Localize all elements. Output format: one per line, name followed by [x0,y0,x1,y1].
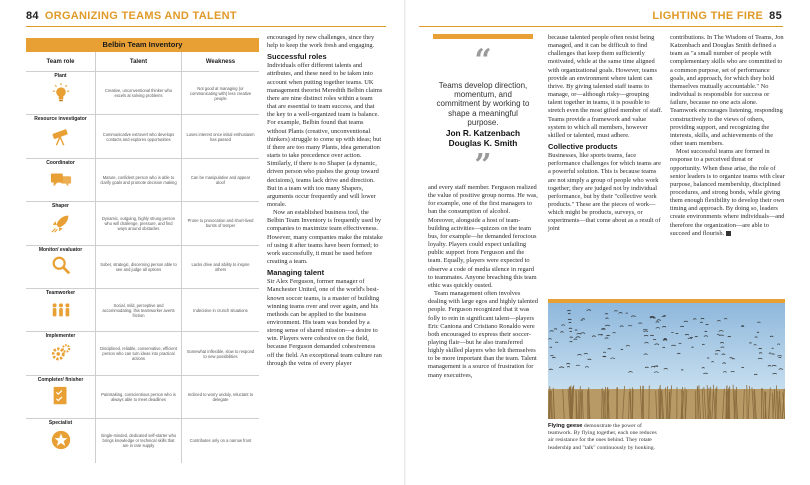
header-rule-left [26,26,386,27]
body-paragraph: Team management often involves dealing with large egos and highly talented people. Ferguson recognized that it was folly to rein in significant talent—players Eric Cantona and Cristiano Ronaldo were both encouraged to express their soccer-playing flair—but he also transferred highly skilled players who felt themselves to be more important than the team. Talent management is a source of frustration for many executives, [428,290,538,379]
body-paragraph: encouraged by new challenges, since they help to keep the work fresh and engaging. [267,34,375,50]
body-paragraph: Businesses, like sports teams, face performance challenges for which teams are a powerful solution. This is because teams are not simply a group of people who work together; they are judged not by individual performance, but by their "collective work products." These are the pieces of work—which might be products, surveys, or experiments—that come about as a result of joint [548,152,662,233]
photo-caption [548,423,660,452]
body-paragraph: Now an established business tool, the Belbin Team Inventory is frequently used by companies to maximize team effectiveness. However, many companies make the mistake of using it after teams have been formed; to work successfully, it must be used before creating a team. [267,209,383,266]
running-header-right [652,10,782,22]
body-paragraph: Sir Alex Ferguson, former manager of Manchester United, one of the world's best-known soccer teams, is a master of building winning teams over and over again, and his methods can be applied to the business environment. His team was bonded by a strong sense of shared mission—a desire to win. Players were cohesive on the field, because Ferguson demanded cohesiveness off the field. An exceptional team culture ran through the veins of every player [267,278,382,367]
role-name: Teamworker [45,289,76,296]
role-name: Completer/ finisher [37,376,84,383]
left-text-column [267,34,383,368]
weakness-cell: Prone to provocation and short-lived bursts of temper [187,218,254,229]
table-row [26,332,259,375]
flying-geese-photo [548,299,785,419]
talent-cell: Dynamic, outgoing, highly strung person who will challenge, pressure, and find ways around obstacles [96,202,182,244]
section-heading: Managing talent [267,268,325,278]
header-talent: Talent [96,52,182,71]
body-paragraph: and every staff member. Ferguson realized the value of positive group norms. He was, for example, one of the first managers to ban the consumption of alcohol. Moreover, alongside a host of team-building activities—quizzes on the team bus, for example—he demanded ferocious loyalty. Players could expect unfailing public support from Ferguson and the team. Equally, players were expected to observe a code of media silence in regard to teammates. Anyone breaching this team ethic was quickly ousted. [428,184,538,289]
lightbulb-icon [50,82,72,104]
weakness-cell: Loses interest once initial enthusiasm has passed [186,131,255,142]
table-row [26,419,259,462]
table-row [26,202,259,245]
role-name: Implementer [45,333,76,340]
body-paragraph: because talented people often resist being managed, and it can be difficult to find challenges that keep them sufficiently motivated, while at the same time aligned with organizational goals. However, teams provide an environment where talent can thrive. By giving talented staff teams to manage, or—although risky—grouping talent together in teams, it is possible to stretch even the most gifted member of staff. Teams provide a framework and value system to which all members, however skilled or talented, must adhere. [548,34,663,139]
talent-cell: Single-minded, dedicated self-starter who brings knowledge or technical skills that are in rare supply [96,419,182,462]
right-page [405,0,810,485]
checklist-icon [50,385,72,407]
role-name: Shaper [52,203,69,210]
weakness-cell: Can be manipulative and appear aloof [190,174,251,185]
geese-image [548,303,785,419]
page-number-left: 84 [26,10,39,22]
talent-cell: Sober, strategic, discerning person able to see and judge all options [96,246,182,288]
table-title: Belbin Team Inventory [26,38,259,52]
table-row [26,159,259,202]
weakness-cell: Not good at managing (or communicating with) less creative people [189,85,252,101]
role-name: Monitor/ evaluator [38,246,83,253]
header-rule-right [419,26,783,27]
chapter-title-right: LIGHTING THE FIRE [652,10,764,22]
talent-cell: Disciplined, reliable, conservative, efficient person who can turn ideas into practical actions [96,332,182,374]
weakness-cell: Inclined to worry unduly, reluctant to delegate [187,391,254,402]
quote-author: Jon R. Katzenbach [445,128,521,139]
header-role: Team role [26,52,96,71]
running-header-left [26,10,237,22]
table-row [26,246,259,289]
table-row [26,72,259,115]
telescope-icon [50,125,72,147]
star-badge-icon [50,429,72,451]
pull-quote [433,34,533,184]
reed-stalk [581,390,582,419]
close-quote-mark: ” [474,148,492,184]
talent-cell: Creative, unconventional thinker who excels at solving problems [96,72,182,114]
role-name: Specialist [48,420,73,427]
table-row [26,376,259,419]
weakness-cell: Somewhat inflexible, slow to respond to new possibilities [186,348,255,359]
weakness-cell: Lacks drive and ability to inspire others [191,261,250,272]
quote-author: Douglas K. Smith [448,137,518,148]
belbin-table [26,38,259,470]
talent-cell: Mature, confident person who is able to clarify goals and promote decision making [96,159,182,201]
role-name: Resource investigator [34,116,87,123]
body-paragraph: contributions. In The Wisdom of Teams, Jon Katzenbach and Douglas Smith defined a team as "a small number of people with complementary skills who are committed to a common purpose, set of performance goals, and approach, for which they hold themselves mutually accountable." No individual is responsible for success or failure, because no one acts alone. Teamwork encourages listening, responding constructively to the views of others, providing support, and recognizing the interests, skills, and achievements of the other team members. [670,34,784,148]
end-mark [726,231,731,236]
caption-lead: Flying geese [548,423,583,429]
role-name: Coordinator [46,159,75,166]
rocket-icon [50,212,72,234]
open-quote-mark: “ [474,43,492,78]
speech-bubble-icon [50,168,72,190]
cogs-icon [50,342,72,364]
section-heading: Successful roles [267,52,327,62]
quote-accent-bar [433,34,533,39]
people-icon [50,299,72,321]
table-row [26,115,259,158]
magnifier-icon [50,255,72,277]
body-paragraph: Individuals offer different talents and attributes, and these need to be taken into account when putting together teams. UK management theorist Meredith Belbin claims there are nine distinct roles within a team that are essential to team success, and that the key to a well-organized team is balance. For example, Belbin found that teams without Plants (creative, unconventional thinkers) struggle to come up with ideas; but if there are too many Plants, idea generation starts to take precedence over action. Similarly, if there is no Shaper (a dynamic, driven person who pushes the group toward decisions), teams lack drive and direction. But in a team with too many Shapers, arguments occur frequently and will lower morale. [267,62,383,208]
table-row [26,289,259,332]
table-header-row [26,52,259,72]
body-paragraph: Most successful teams are formed in response to a perceived threat or opportunity. When these arise, the role of senior leaders is to organize teams with clear purpose, balanced membership, disciplined procedures, and strong bonds, while giving them enough flexibility to develop their own timing and approach. By doing so, leaders create environments where individuals—and therefore the organization—are able to succeed and flourish. [670,148,785,237]
talent-cell: Painstaking, conscientious person who is always able to meet deadlines [96,376,182,418]
chapter-title-left: ORGANIZING TEAMS AND TALENT [44,10,237,22]
caption-text: demonstrate the power of teamwork. By flying together, each one reduces air resistance for the ones behind. They rotate leadership and "talk" continuously by honking. [548,423,657,451]
reed-stalk [603,391,604,419]
header-weakness: Weakness [205,59,236,65]
section-heading: Collective products [548,142,618,152]
weakness-cell: Indecisive in crunch situations [193,307,248,313]
right-text-column-3 [670,34,785,238]
right-text-column-2 [548,34,663,234]
role-name: Plant [54,73,67,79]
weakness-cell: Contributes only on a narrow front [189,438,252,444]
quote-text: Teams develop direction, momentum, and commitment by working to shape a meaningful purpose. [436,81,530,127]
talent-cell: Communicative extrovert who develops contacts and explores opportunities [96,115,182,157]
page-number-right: 85 [769,10,782,22]
talent-cell: Social, mild, perceptive and accommodating, this teamworker averts friction [96,289,182,331]
right-text-column-1 [428,184,538,380]
